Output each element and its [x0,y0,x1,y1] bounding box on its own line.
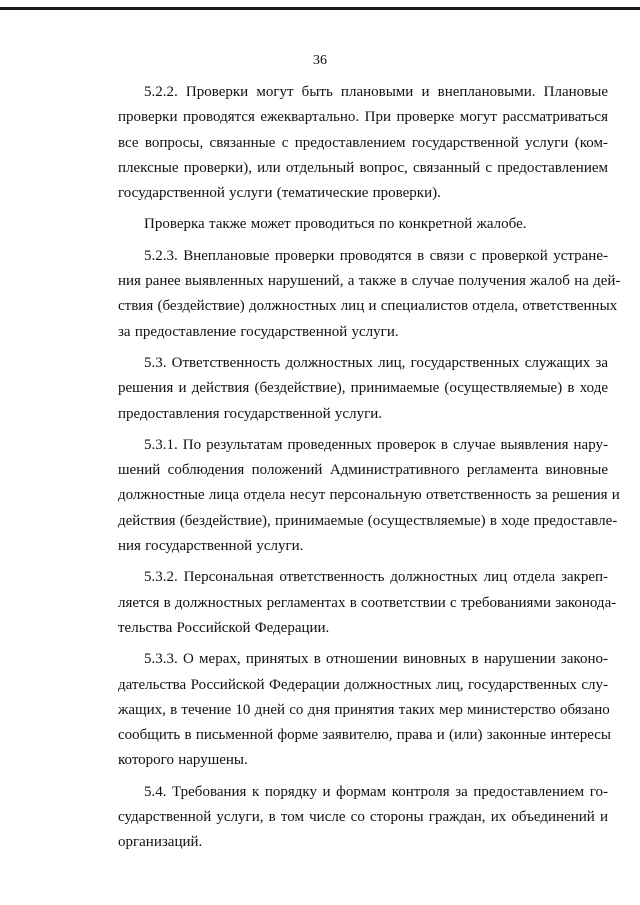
text-line: сообщить в письменной форме заявителю, права и (или) законные интересы [118,727,611,744]
text-line: государственной услуги (тематические проверки). [118,185,441,202]
paragraph-complaint [118,212,608,237]
paragraph-5-3-3 [118,647,611,773]
text-line: Проверка также может проводиться по конкретной жалобе. [144,216,527,233]
text-line: которого нарушены. [118,752,248,769]
paragraph-5-2-3 [118,244,621,345]
paragraph-5-2-2 [118,80,608,206]
text-line: 5.2.3. Внеплановые проверки проводятся в связи с проверкой устране- [144,247,608,264]
text-line: предоставления государственной услуги. [118,405,383,422]
text-line: дательства Российской Федерации должностных лиц, государственных слу- [118,676,608,693]
text-line: сударственной услуги, в том числе со стороны граждан, их объединений и [118,809,608,826]
text-line: за предоставление государственной услуги. [118,323,399,340]
text-line: 5.3.1. По результатам проведенных проверок в случае выявления нару- [144,436,608,453]
text-line: плексные проверки), или отдельный вопрос, связанный с предоставлением [118,159,608,176]
text-line: ствия (бездействие) должностных лиц и специалистов отдела, ответственных [118,298,618,315]
text-line: жащих, в течение 10 дней со дня принятия таких мер министерство обязано [118,701,610,718]
paragraph-5-4 [118,780,608,856]
paragraph-5-3-1 [118,433,620,559]
paragraph-5-3 [118,351,608,427]
document-body [118,80,621,862]
top-border-rule [0,7,640,10]
text-line: ния ранее выявленных нарушений, а также в случае получения жалоб на дей- [118,273,621,290]
text-line: ния государственной услуги. [118,538,304,555]
page-number: 36 [313,53,327,68]
paragraph-5-3-2 [118,565,617,641]
text-line: 5.4. Требования к порядку и формам контроля за предоставлением го- [144,783,608,800]
text-line: организаций. [118,834,203,851]
text-line: должностные лица отдела несут персональную ответственность за решения и [118,487,620,504]
text-line: проверки проводятся ежеквартально. При проверке могут рассматриваться [118,109,608,126]
text-line: 5.3.3. О мерах, принятых в отношении виновных в нарушении законо- [144,651,608,668]
text-line: действия (бездействие), принимаемые (осуществляемые) в ходе предоставле- [118,512,618,529]
text-line: решения и действия (бездействие), принимаемые (осуществляемые) в ходе [118,380,608,397]
text-line: все вопросы, связанные с предоставлением государственной услуги (ком- [118,134,608,151]
text-line: тельства Российской Федерации. [118,619,330,636]
text-line: 5.3.2. Персональная ответственность должностных лиц отдела закреп- [144,569,608,586]
text-line: 5.2.2. Проверки могут быть плановыми и внеплановыми. Плановые [144,84,608,100]
text-line: шений соблюдения положений Административного регламента виновные [118,462,608,479]
text-line: ляется в должностных регламентах в соответствии с требованиями законода- [118,594,617,611]
text-line: 5.3. Ответственность должностных лиц, государственных служащих за [144,354,608,371]
